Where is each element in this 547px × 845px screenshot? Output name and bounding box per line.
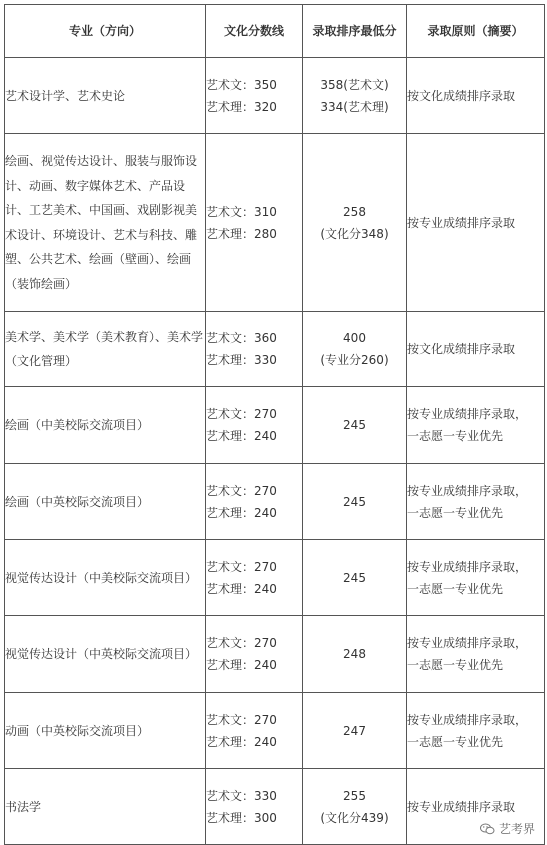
admission-rule-cell (407, 312, 545, 387)
watermark (478, 818, 541, 839)
min-rank-score-cell (303, 616, 407, 693)
admission-rule-cell (407, 464, 545, 540)
rule-line-2: 一志愿一专业优先 (407, 658, 504, 672)
rule-line-1: 按专业成绩排序录取， (407, 483, 528, 498)
score-li: 艺术理：300 (206, 810, 277, 825)
rule-line-1: 按专业成绩排序录取 (407, 215, 516, 230)
rank-line-1: 255 (343, 788, 366, 803)
rank-line-1: 248 (343, 647, 366, 661)
min-rank-score-cell (303, 387, 407, 464)
score-wen: 艺术文：270 (206, 712, 277, 727)
major-cell: 绘画、视觉传达设计、服装与服饰设计、动画、数字媒体艺术、产品设计、工艺美术、中国画、戏剧影视美术设计、环境设计、艺术与科技、雕塑、公共艺术、绘画（壁画）、绘画（装饰绘画） (5, 134, 206, 312)
score-wen: 艺术文：270 (206, 483, 277, 498)
table-row (5, 134, 545, 312)
admission-rule-cell (407, 134, 545, 312)
culture-score-cell (206, 540, 303, 616)
rank-line-2: (文化分439) (320, 810, 389, 825)
header-admission-rule: 录取原则（摘要） (407, 5, 545, 58)
culture-score-cell (206, 769, 303, 845)
major-cell: 绘画（中英校际交流项目） (5, 464, 206, 540)
rank-line-1: 245 (343, 418, 366, 432)
admission-rule-cell (407, 387, 545, 464)
score-li: 艺术理：330 (206, 353, 277, 367)
table-row (5, 58, 545, 134)
rank-line-1: 258 (343, 204, 366, 219)
min-rank-score-cell (303, 464, 407, 540)
score-wen: 艺术文：330 (206, 788, 277, 803)
table-row (5, 312, 545, 387)
rule-line-2: 一志愿一专业优先 (407, 429, 504, 443)
score-li: 艺术理：280 (206, 226, 277, 241)
score-wen: 艺术文：270 (206, 407, 277, 421)
rule-line-1: 按文化成绩排序录取 (407, 88, 516, 103)
admission-rule-cell (407, 693, 545, 769)
min-rank-score-cell (303, 769, 407, 845)
header-major: 专业（方向） (5, 5, 206, 58)
score-wen: 艺术文：270 (206, 636, 277, 650)
major-cell: 视觉传达设计（中美校际交流项目） (5, 540, 206, 616)
rank-line-1: 358(艺术文) (320, 77, 389, 92)
rule-line-2: 一志愿一专业优先 (407, 505, 504, 520)
score-wen: 艺术文：350 (206, 77, 277, 92)
rule-line-1: 按专业成绩排序录取 (407, 799, 516, 814)
score-li: 艺术理：240 (206, 581, 277, 596)
table-header-row (5, 5, 545, 58)
culture-score-cell (206, 464, 303, 540)
major-cell: 绘画（中美校际交流项目） (5, 387, 206, 464)
min-rank-score-cell (303, 58, 407, 134)
min-rank-score-cell (303, 693, 407, 769)
min-rank-score-cell (303, 312, 407, 387)
table-row (5, 693, 545, 769)
rank-line-1: 247 (343, 723, 366, 738)
header-min-rank-score: 录取排序最低分 (303, 5, 407, 58)
rank-line-1: 245 (343, 570, 366, 585)
header-culture-score: 文化分数线 (206, 5, 303, 58)
watermark-text: 艺考界 (498, 822, 535, 836)
score-li: 艺术理：240 (206, 505, 277, 520)
rule-line-2: 一志愿一专业优先 (407, 581, 504, 596)
admission-score-table (4, 4, 545, 845)
rule-line-2: 一志愿一专业优先 (407, 734, 504, 749)
min-rank-score-cell (303, 540, 407, 616)
major-cell: 书法学 (5, 769, 206, 845)
score-wen: 艺术文：310 (206, 204, 277, 219)
rule-line-1: 按专业成绩排序录取， (407, 559, 528, 574)
rank-line-1: 400 (343, 331, 366, 345)
score-li: 艺术理：320 (206, 99, 277, 114)
score-li: 艺术理：240 (206, 429, 277, 443)
wechat-icon (480, 823, 495, 835)
rule-line-1: 按专业成绩排序录取， (407, 407, 528, 421)
culture-score-cell (206, 312, 303, 387)
table-row (5, 616, 545, 693)
major-cell: 艺术设计学、艺术史论 (5, 58, 206, 134)
major-cell: 动画（中英校际交流项目） (5, 693, 206, 769)
admission-rule-cell (407, 540, 545, 616)
culture-score-cell (206, 616, 303, 693)
culture-score-cell (206, 134, 303, 312)
score-li: 艺术理：240 (206, 734, 277, 749)
table-row (5, 540, 545, 616)
score-wen: 艺术文：360 (206, 331, 277, 345)
admission-rule-cell (407, 58, 545, 134)
rank-line-2: 334(艺术理) (320, 99, 389, 114)
admission-rule-cell (407, 616, 545, 693)
rule-line-1: 按文化成绩排序录取 (407, 342, 516, 356)
table-row (5, 464, 545, 540)
rank-line-2: (文化分348) (320, 226, 389, 241)
min-rank-score-cell (303, 134, 407, 312)
score-wen: 艺术文：270 (206, 559, 277, 574)
table-row (5, 769, 545, 845)
score-li: 艺术理：240 (206, 658, 277, 672)
major-cell: 美术学、美术学（美术教育）、美术学（文化管理） (5, 312, 206, 387)
culture-score-cell (206, 58, 303, 134)
rank-line-1: 245 (343, 494, 366, 509)
rank-line-2: (专业分260) (320, 353, 389, 367)
culture-score-cell (206, 387, 303, 464)
culture-score-cell (206, 693, 303, 769)
table-row (5, 387, 545, 464)
rule-line-1: 按专业成绩排序录取， (407, 712, 528, 727)
major-cell: 视觉传达设计（中英校际交流项目） (5, 616, 206, 693)
rule-line-1: 按专业成绩排序录取， (407, 636, 528, 650)
